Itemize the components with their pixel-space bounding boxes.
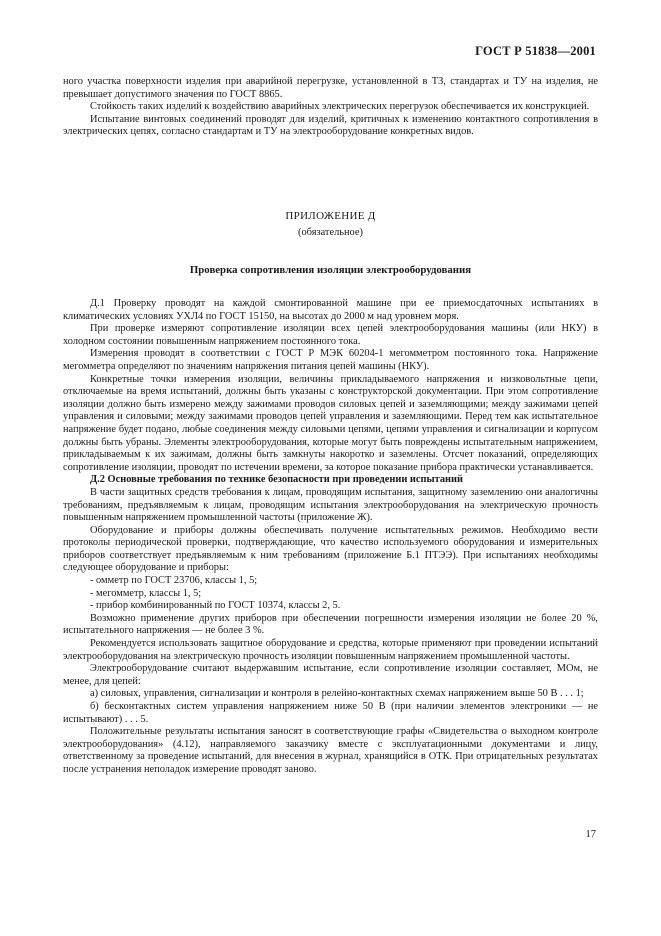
list-item: а) силовых, управления, сигнализации и контроля в релейно-контактных схемах напряжением выше 50 В . . . 1; xyxy=(90,688,584,700)
list-item: б) бесконтактных систем управления напряжением ниже 50 В (при наличии элементов электроники — не испытывают) . . . 5. xyxy=(63,701,598,725)
paragraph: Измерения проводят в соответствии с ГОСТ Р МЭК 60204-1 мегомметром постоянного тока. Напряжение мегомметра определяют по значениям напряжения питания цепей машины (НКУ). xyxy=(63,348,598,372)
section-title: Проверка сопротивления изоляции электрооборудования xyxy=(189,264,472,276)
main-text-block xyxy=(63,298,598,777)
paragraph: Оборудование и приборы должны обеспечивать получение испытательных режимов. Необходимо вести протоколы периодической проверки, подтверждающие, что качество используемого оборудования и измерительных приборов соответствует предъявляемым к ним требованиям (приложение Б.1 ПТЭЭ). При испытаниях необходимы следующее оборудование и приборы: xyxy=(63,524,598,574)
list-item: - омметр по ГОСТ 23706, классы 1, 5; xyxy=(90,575,258,587)
paragraph: При проверке измеряют сопротивление изоляции всех цепей электрооборудования машины (или НКУ) в холодном состоянии повышенным напряжением постоянного тока. xyxy=(63,323,598,347)
paragraph: Электрооборудование считают выдержавшим испытание, если сопротивление изоляции составляет, МОм, не менее, для цепей: xyxy=(63,663,598,687)
paragraph: Возможно применение других приборов при обеспечении погрешности измерения изоляции не более 20 %, испытательного напряжения — не более 3 %. xyxy=(63,612,598,637)
appendix-title: ПРИЛОЖЕНИЕ Д xyxy=(285,210,376,222)
appendix-subtitle: (обязательное) xyxy=(298,227,363,238)
paragraph: Д.1 Проверку проводят на каждой смонтированной машине при ее приемосдаточных испытаниях в климатических условиях УХЛ4 по ГОСТ 15150, на высотах до 2000 м над уровнем моря. xyxy=(63,298,598,322)
paragraph: В части защитных средств требования к лицам, проводящим испытания, защитному заземлению они аналогичны требованиям, предъявляемым к лицам, проводящим испытания электрооборудования на электрическую прочность повышенным напряжением промышленной частоты (приложение Ж). xyxy=(63,486,598,524)
paragraph: Конкретные точки измерения изоляции, величины прикладываемого напряжения и низковольтные цепи, отключаемые на время испытаний, должны быть указаны с конструкторской документации. При этом сопротивление изоляции должно быть измерено между зажимами проводов силовых цепей и заземляющими; между зажимами цепей управления и силовыми; между зажимами проводов цепей управления и заземляющими. Перед тем как испытательное напряжение будет подано, любые соединения между силовыми цепями, цепями управления и сигнализации и корпусом должны быть убраны. Элементы электрооборудования, которые могут быть повреждены испытательным напряжением, прикладываемым к их зажимам, должны быть замкнуты накоротко и заземлены. Отсчет показаний, определяющих сопротивление изоляции, проводят по истечении времени, за которое показание прибора практически устанавливается. xyxy=(63,373,598,473)
paragraph: Испытание винтовых соединений проводят для изделий, критичных к изменению контактного сопротивления в электрических цепях, согласно стандартам и ТУ на электрооборудование конкретных видов. xyxy=(63,113,598,138)
paragraph: Стойкость таких изделий к воздействию аварийных электрических перегрузок обеспечивается их конструкцией. xyxy=(90,101,590,113)
paragraph: Положительные результаты испытания заносят в соответствующие графы «Свидетельства о выходном контроле электрооборудования» (4.12), направляемого заказчику вместе с эксплуатационными документами и лицу, ответственному за проведение испытаний, для внесения в журнал, хранящийся в ОТК. При отрицательных результатах после устранения неполадок измерение проводят заново. xyxy=(63,726,598,775)
paragraph: ного участка поверхности изделия при аварийной перегрузке, установленной в ТЗ, стандартах и ТУ на изделия, не превышает допустимого значения по ГОСТ 8865. xyxy=(63,76,598,100)
paragraph: Рекомендуется использовать защитное оборудование и средства, которые применяют при проведении испытаний электрооборудования на электрическую прочность изоляции повышенным напряжением промышленной частоты. xyxy=(63,638,598,662)
list-item: - прибор комбинированный по ГОСТ 10374, классы 2, 5. xyxy=(90,600,341,612)
subsection-heading: Д.2 Основные требования по технике безопасности при проведении испытаний xyxy=(90,474,463,486)
page-number: 17 xyxy=(585,829,596,840)
document-header: ГОСТ Р 51838—2001 xyxy=(475,44,596,58)
list-item: - мегомметр, классы 1, 5; xyxy=(90,587,202,599)
top-text-block xyxy=(63,76,598,139)
